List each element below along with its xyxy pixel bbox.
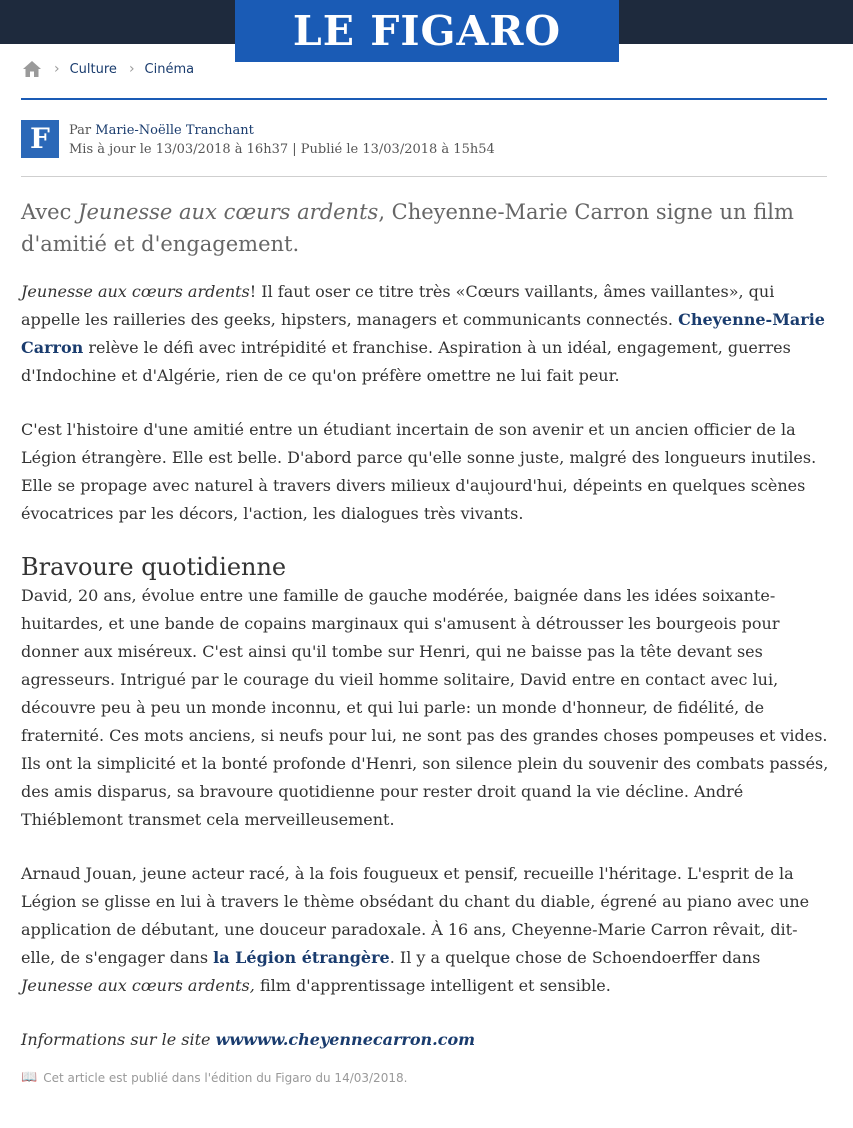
- chevron-right-icon: ›: [54, 61, 60, 77]
- lead-text: , Cheyenne-Marie Carron signe un film d'amitié et d'engagement.: [21, 200, 794, 256]
- chevron-right-icon: ›: [128, 61, 135, 77]
- edition-note-text: Cet article est publié dans l'édition du Figaro du 14/03/2018.: [43, 1070, 408, 1085]
- film-title: Jeunesse aux cœurs ardents: [78, 200, 379, 224]
- film-title: Jeunesse aux cœurs ardents: [21, 282, 250, 301]
- published-date: Publié le 13/03/2018 à 15h54: [300, 142, 495, 157]
- newspaper-icon: 📖: [21, 1070, 38, 1085]
- updated-date: Mis à jour le 13/03/2018 à 16h37: [69, 142, 289, 157]
- breadcrumb-culture[interactable]: Culture: [69, 61, 117, 77]
- dates-line: [69, 140, 495, 159]
- director-link[interactable]: Cheyenne-Marie Carron: [21, 310, 825, 357]
- author-name[interactable]: Marie-Noëlle Tranchant: [95, 123, 254, 138]
- figaro-logo-icon: F: [21, 120, 59, 158]
- breadcrumb: [22, 58, 194, 80]
- paragraph-text: relève le défi avec intrépidité et franchise. Aspiration à un idéal, engagement, guerres d'Indochine et d'Algérie, rien de ce qu'on préfère omettre ne lui fait peur.: [21, 338, 791, 385]
- lead-text: Avec: [21, 200, 79, 224]
- article-body: [21, 196, 829, 1085]
- header-divider: [21, 98, 827, 100]
- logo-text: LE FIGARO: [292, 7, 562, 55]
- film-title: Jeunesse aux cœurs ardents,: [21, 976, 255, 995]
- section-heading: Bravoure quotidienne: [21, 553, 287, 581]
- paragraph-text: ! Il faut oser ce titre très «Cœurs vaillants, âmes vaillantes», qui appelle les railleries des geeks, hipsters, managers et communicants connectés.: [21, 282, 775, 329]
- paragraph-1: [21, 278, 829, 390]
- info-text: Informations sur le site: [21, 1030, 216, 1049]
- paragraph-4: [21, 860, 829, 1000]
- breadcrumb-cinema[interactable]: Cinéma: [144, 61, 195, 77]
- author-prefix: Par: [69, 123, 92, 138]
- article-lead: [21, 196, 829, 260]
- author-block: [21, 120, 827, 160]
- paragraph-text: . Il y a quelque chose de Schoendoerffer dans: [389, 948, 761, 967]
- paragraph-3: David, 20 ans, évolue entre une famille de gauche modérée, baignée dans les idées soixante-huitardes, et une bande de copains marginaux qui s'amusent à détrousser les bourgeois pour donner aux miséreux. C'est ainsi qu'il tombe sur Henri, qui ne baisse pas la tête devant ses agresseurs. Intrigué par le courage du vieil homme solitaire, David entre en contact avec lui, découvre peu à peu un monde inconnu, et qui lui parle: un monde d'honneur, de fidélité, de fraternité. Ces mots anciens, si neufs pour lui, ne sont pas des grandes choses pompeuses et vides. Ils ont la simplicité et la bonté profonde d'Henri, son silence plein du souvenir des combats passés, des amis disparus, sa bravoure quotidienne pour rester droit quand la vie décline. André Thiéblemont transmet cela merveilleusement.: [21, 586, 829, 829]
- info-line: [21, 1026, 829, 1054]
- author-divider: [21, 176, 827, 177]
- edition-note: [21, 1070, 829, 1085]
- home-icon[interactable]: [22, 60, 42, 78]
- legion-link[interactable]: la Légion étrangère: [213, 948, 390, 967]
- paragraph-text: film d'apprentissage intelligent et sensible.: [254, 976, 611, 995]
- date-separator: |: [292, 142, 297, 157]
- paragraph-2: C'est l'histoire d'une amitié entre un étudiant incertain de son avenir et un ancien officier de la Légion étrangère. Elle est belle. D'abord parce qu'elle sonne juste, malgré des longueurs inutiles. Elle se propage avec naturel à travers divers milieux d'aujourd'hui, dépeints en quelques scènes évocatrices par les décors, l'action, les dialogues très vivants.: [21, 420, 817, 523]
- author-info: [69, 121, 495, 159]
- author-line: [69, 121, 495, 140]
- paragraph-text: Arnaud Jouan, jeune acteur racé, à la fois fougueux et pensif, recueille l'héritage. L'esprit de la Légion se glisse en lui à travers le thème obsédant du chant du diable, égrené au piano avec une application de débutant, une douceur paradoxale. À 16 ans, Cheyenne-Marie Carron rêvait, dit-elle, de s'engager dans: [21, 864, 810, 967]
- site-logo[interactable]: [235, 0, 619, 62]
- website-link[interactable]: wwwww.cheyennecarron.com: [215, 1030, 476, 1049]
